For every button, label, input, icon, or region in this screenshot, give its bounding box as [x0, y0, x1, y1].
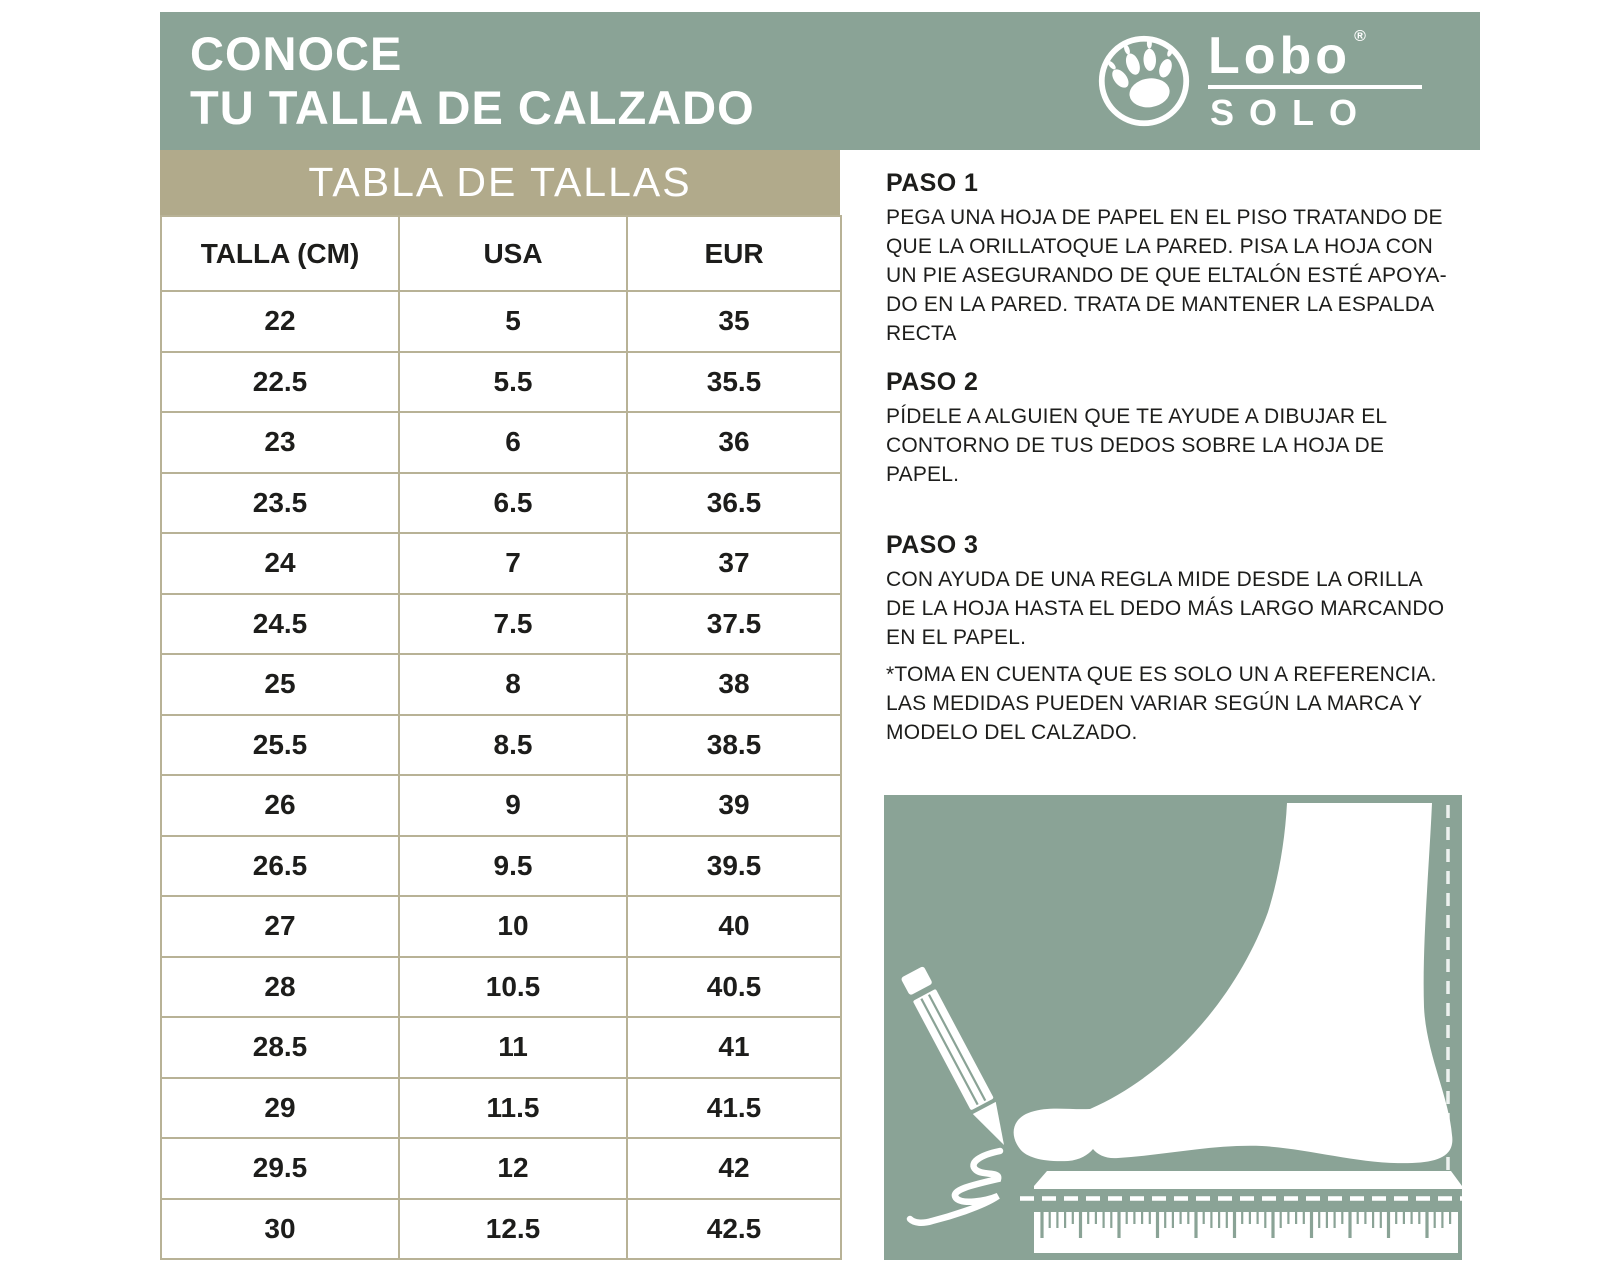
- measurement-illustration: [884, 795, 1462, 1260]
- table-cell-talla: 25.5: [161, 715, 399, 776]
- table-cell-talla: 29.5: [161, 1138, 399, 1199]
- table-row: [161, 412, 841, 473]
- step-1-title: PASO 1: [886, 169, 979, 197]
- table-cell-eur: 40: [627, 896, 841, 957]
- table-cell-usa: 8: [399, 654, 627, 715]
- table-cell-eur: 35: [627, 291, 841, 352]
- table-cell-talla: 26: [161, 775, 399, 836]
- table-row: [161, 957, 841, 1018]
- table-row: [161, 352, 841, 413]
- table-cell-usa: 12: [399, 1138, 627, 1199]
- size-table: [160, 215, 842, 1260]
- table-cell-talla: 29: [161, 1078, 399, 1139]
- table-cell-talla: 25: [161, 654, 399, 715]
- table-cell-usa: 10.5: [399, 957, 627, 1018]
- table-cell-eur: 36: [627, 412, 841, 473]
- logo-divider: [1208, 85, 1422, 89]
- brand-lobo-text: Lobo: [1208, 26, 1352, 85]
- table-cell-eur: 36.5: [627, 473, 841, 534]
- size-table-head: [161, 216, 841, 291]
- step-3-body: CON AYUDA DE UNA REGLA MIDE DESDE LA ORILLA DE LA HOJA HASTA EL DEDO MÁS LARGO MARCANDO EN EL PAPEL.: [886, 568, 1445, 649]
- table-cell-talla: 24: [161, 533, 399, 594]
- table-cell-eur: 37: [627, 533, 841, 594]
- table-cell-talla: 27: [161, 896, 399, 957]
- reference-note: *TOMA EN CUENTA QUE ES SOLO UN A REFERENCIA. LAS MEDIDAS PUEDEN VARIAR SEGÚN LA MARCA Y MODELO DEL CALZADO.: [886, 663, 1437, 744]
- table-row: [161, 1078, 841, 1139]
- table-cell-talla: 24.5: [161, 594, 399, 655]
- table-cell-talla: 28: [161, 957, 399, 1018]
- table-cell-usa: 8.5: [399, 715, 627, 776]
- brand-logo: [1096, 26, 1480, 133]
- table-row: [161, 1017, 841, 1078]
- step-1: [886, 168, 1461, 348]
- table-row: [161, 654, 841, 715]
- table-cell-usa: 6.5: [399, 473, 627, 534]
- table-cell-talla: 23.5: [161, 473, 399, 534]
- table-header-row: [161, 216, 841, 291]
- table-row: [161, 1199, 841, 1260]
- table-cell-eur: 37.5: [627, 594, 841, 655]
- table-cell-talla: 30: [161, 1199, 399, 1260]
- table-row: [161, 473, 841, 534]
- table-row: [161, 291, 841, 352]
- table-row: [161, 896, 841, 957]
- table-row: [161, 533, 841, 594]
- table-row: [161, 775, 841, 836]
- table-cell-talla: 22: [161, 291, 399, 352]
- page-title: [160, 27, 755, 135]
- table-cell-usa: 11: [399, 1017, 627, 1078]
- table-cell-usa: 10: [399, 896, 627, 957]
- table-cell-eur: 41.5: [627, 1078, 841, 1139]
- column-header-talla-cm: TALLA (CM): [161, 216, 399, 291]
- table-cell-eur: 38: [627, 654, 841, 715]
- step-2-title: PASO 2: [886, 368, 979, 396]
- table-cell-eur: 39: [627, 775, 841, 836]
- table-cell-talla: 28.5: [161, 1017, 399, 1078]
- column-header-usa: USA: [399, 216, 627, 291]
- step-3: [886, 530, 1461, 652]
- ruler: [1034, 1212, 1458, 1253]
- page-title-line1: CONOCE: [190, 27, 403, 80]
- table-cell-talla: 22.5: [161, 352, 399, 413]
- table-cell-eur: 38.5: [627, 715, 841, 776]
- table-cell-usa: 5.5: [399, 352, 627, 413]
- table-cell-eur: 41: [627, 1017, 841, 1078]
- table-cell-usa: 6: [399, 412, 627, 473]
- table-cell-usa: 11.5: [399, 1078, 627, 1139]
- step-2: [886, 367, 1461, 489]
- step-3-title: PASO 3: [886, 531, 979, 559]
- size-chart-title-bar: [160, 150, 840, 215]
- table-cell-usa: 12.5: [399, 1199, 627, 1260]
- page-title-line2: TU TALLA DE CALZADO: [190, 81, 755, 134]
- table-cell-usa: 5: [399, 291, 627, 352]
- table-row: [161, 836, 841, 897]
- table-cell-talla: 23: [161, 412, 399, 473]
- table-cell-usa: 7.5: [399, 594, 627, 655]
- table-row: [161, 1138, 841, 1199]
- table-row: [161, 715, 841, 776]
- step-2-body: PÍDELE A ALGUIEN QUE TE AYUDE A DIBUJAR EL CONTORNO DE TUS DEDOS SOBRE LA HOJA DE PAPEL.: [886, 405, 1388, 486]
- brand-wordmark: [1208, 26, 1422, 133]
- table-cell-eur: 40.5: [627, 957, 841, 1018]
- table-cell-usa: 7: [399, 533, 627, 594]
- paper-strip: [1034, 1171, 1462, 1189]
- table-cell-eur: 39.5: [627, 836, 841, 897]
- table-cell-usa: 9.5: [399, 836, 627, 897]
- registered-mark: ®: [1354, 27, 1370, 45]
- size-table-body: [161, 291, 841, 1259]
- instructions-column: [886, 168, 1461, 747]
- table-cell-eur: 42.5: [627, 1199, 841, 1260]
- brand-solo: SOLO: [1210, 91, 1373, 133]
- table-cell-eur: 35.5: [627, 352, 841, 413]
- column-header-eur: EUR: [627, 216, 841, 291]
- wolf-paw-icon: [1096, 33, 1192, 129]
- size-chart-title: TABLA DE TALLAS: [308, 159, 692, 205]
- header-banner: [160, 12, 1480, 150]
- table-cell-usa: 9: [399, 775, 627, 836]
- brand-lobo: [1208, 26, 1370, 85]
- table-row: [161, 594, 841, 655]
- table-cell-eur: 42: [627, 1138, 841, 1199]
- step-1-body: PEGA UNA HOJA DE PAPEL EN EL PISO TRATANDO DE QUE LA ORILLATOQUE LA PARED. PISA LA HOJA CON UN PIE ASEGURANDO DE QUE ELTALÓN ESTÉ APOYA- DO EN LA PARED. TRATA DE MANTENER LA ESPALDA RECTA: [886, 206, 1447, 345]
- table-cell-talla: 26.5: [161, 836, 399, 897]
